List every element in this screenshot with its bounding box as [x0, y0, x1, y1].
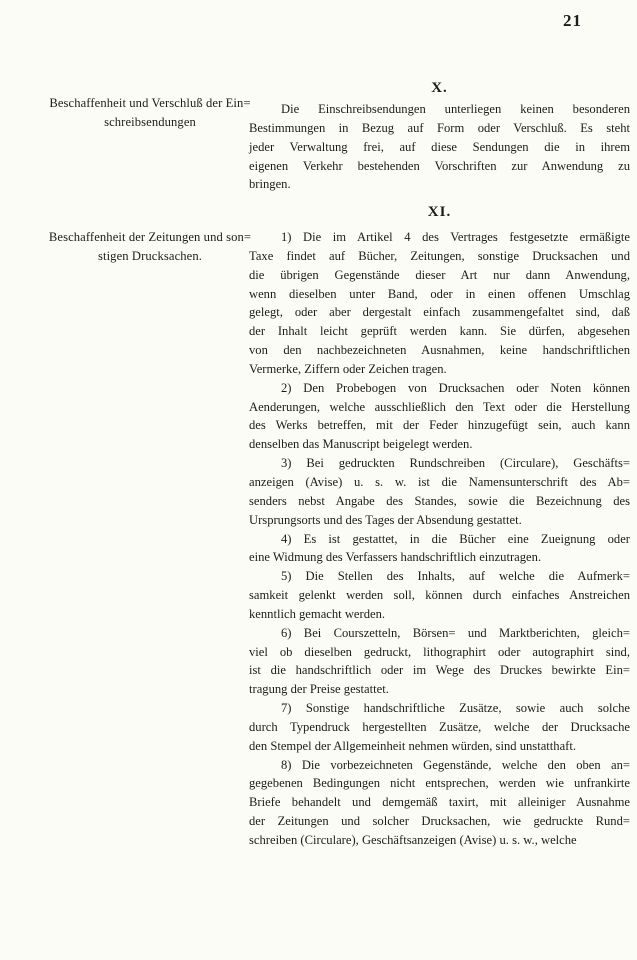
text-line: 3) Bei gedruckten Rundschreiben (Circulare), Geschäfts=: [281, 456, 630, 471]
text-line: Briefe behandelt und demgemäß taxirt, mit alleiniger Ausnahme: [249, 795, 630, 810]
paragraph: [249, 100, 630, 194]
text-line: von den nachbezeichneten Ausnahmen, keine handschriftlichen: [249, 343, 630, 358]
text-line: die übrigen Gegenstände dieser Art nur dann Anwendung,: [249, 267, 630, 282]
section-heading-xi: XI.: [427, 204, 452, 220]
text-line: Vermerke, Ziffern oder Zeichen tragen.: [249, 361, 447, 376]
text-line: schreiben (Circulare), Geschäftsanzeigen (Avise) u. s. w., welche: [249, 833, 577, 847]
text-line: eine Widmung des Verfassers handschriftlich einzutragen.: [249, 550, 542, 565]
text-line: des Werks betreffen, mit der Feder hinzugefügt sein, auch kann: [249, 418, 630, 433]
text-line: 4) Es ist gestattet, in die Bücher eine Zueignung oder: [281, 531, 630, 546]
text-line: Beschaffenheit und Verschluß der Ein=: [49, 96, 251, 110]
text-line: Die Einschreibsendungen unterliegen keinen besonderen: [281, 102, 630, 116]
text-line: 2) Den Probebogen von Drucksachen oder Noten können: [281, 380, 630, 395]
paragraph: [249, 530, 630, 568]
text-line: Taxe findet auf Bücher, Zeitungen, sonstige Drucksachen und: [249, 248, 630, 263]
text-line: eigenen Verkehr bestehenden Vorschriften zur Anwendung zu: [249, 158, 630, 173]
text-line: viel ob dieselben gedruckt, lithographirt oder autographirt sind,: [249, 644, 630, 659]
text-line: 6) Bei Courszetteln, Börsen= und Marktberichten, gleich=: [281, 625, 630, 640]
text-line: senders nebst Angabe des Standes, sowie die Bezeichnung des: [249, 493, 630, 508]
text-line: Aenderungen, welche ausschließlich den Text oder die Herstellung: [249, 399, 630, 414]
text-line: ist die handschriftlich oder im Wege des Druckes bewirkte Ein=: [249, 663, 630, 678]
text-line: gelegt, oder aber dergestalt einfach zusammengefaltet sind, daß: [249, 305, 630, 320]
text-line: 8) Die vorbezeichneten Gegenstände, welche den oben an=: [281, 757, 630, 772]
section-heading-x: X.: [431, 80, 448, 96]
text-line: 1) Die im Artikel 4 des Vertrages festgesetzte ermäßigte: [281, 230, 630, 244]
paragraph: [249, 379, 630, 454]
text-line: bringen.: [249, 177, 291, 192]
paragraph: [249, 699, 630, 756]
paragraph: [249, 567, 630, 624]
section-x-body: [249, 100, 630, 194]
text-line: 5) Die Stellen des Inhalts, auf welche die Aufmerk=: [281, 569, 630, 584]
margin-note-drucksachen: [46, 228, 254, 266]
text-line: denselben das Manuscript beigelegt werden.: [249, 437, 473, 452]
text-line: schreibsendungen: [104, 114, 196, 129]
text-line: kenntlich gemacht werden.: [249, 606, 386, 621]
text-line: stigen Drucksachen.: [97, 248, 202, 263]
paragraph: [249, 454, 630, 529]
text-line: tragung der Preise gestattet.: [249, 682, 389, 697]
page-number: 21: [563, 11, 582, 30]
text-line: samkeit gelenkt werden soll, können durch einfaches Anstreichen: [249, 588, 630, 603]
text-line: 7) Sonstige handschriftliche Zusätze, sowie auch solche: [281, 701, 630, 716]
text-line: Bestimmungen in Bezug auf Form oder Verschluß. Es steht: [249, 120, 630, 135]
margin-note-einschreibsendungen: [46, 94, 254, 132]
text-line: Beschaffenheit der Zeitungen und son=: [48, 230, 252, 244]
text-line: Ursprungsorts und des Tages der Absendung gestattet.: [249, 512, 522, 527]
section-xi-body: [249, 228, 630, 850]
paragraph: [249, 228, 630, 379]
text-line: wenn dieselben unter Band, oder in einen offenen Umschlag: [249, 286, 630, 301]
text-line: gegebenen Bedingungen nicht entsprechen, werden wie unfrankirte: [249, 776, 630, 791]
paragraph: [249, 624, 630, 699]
text-line: der Inhalt leicht geprüft werden kann. Sie dürfen, abgesehen: [249, 324, 630, 339]
text-line: anzeigen (Avise) u. s. w. ist die Namensunterschrift des Ab=: [249, 474, 630, 489]
text-line: durch Typendruck hergestellten Zusätze, welche der Drucksache: [249, 719, 630, 734]
text-line: jeder Verwaltung frei, auf diese Sendungen die in ihrem: [249, 139, 630, 154]
paragraph: [249, 756, 630, 850]
text-line: der Zeitungen und solcher Drucksachen, wie gedruckte Rund=: [249, 814, 630, 829]
text-line: den Stempel der Allgemeinheit nehmen würden, sind unstatthaft.: [249, 738, 577, 753]
